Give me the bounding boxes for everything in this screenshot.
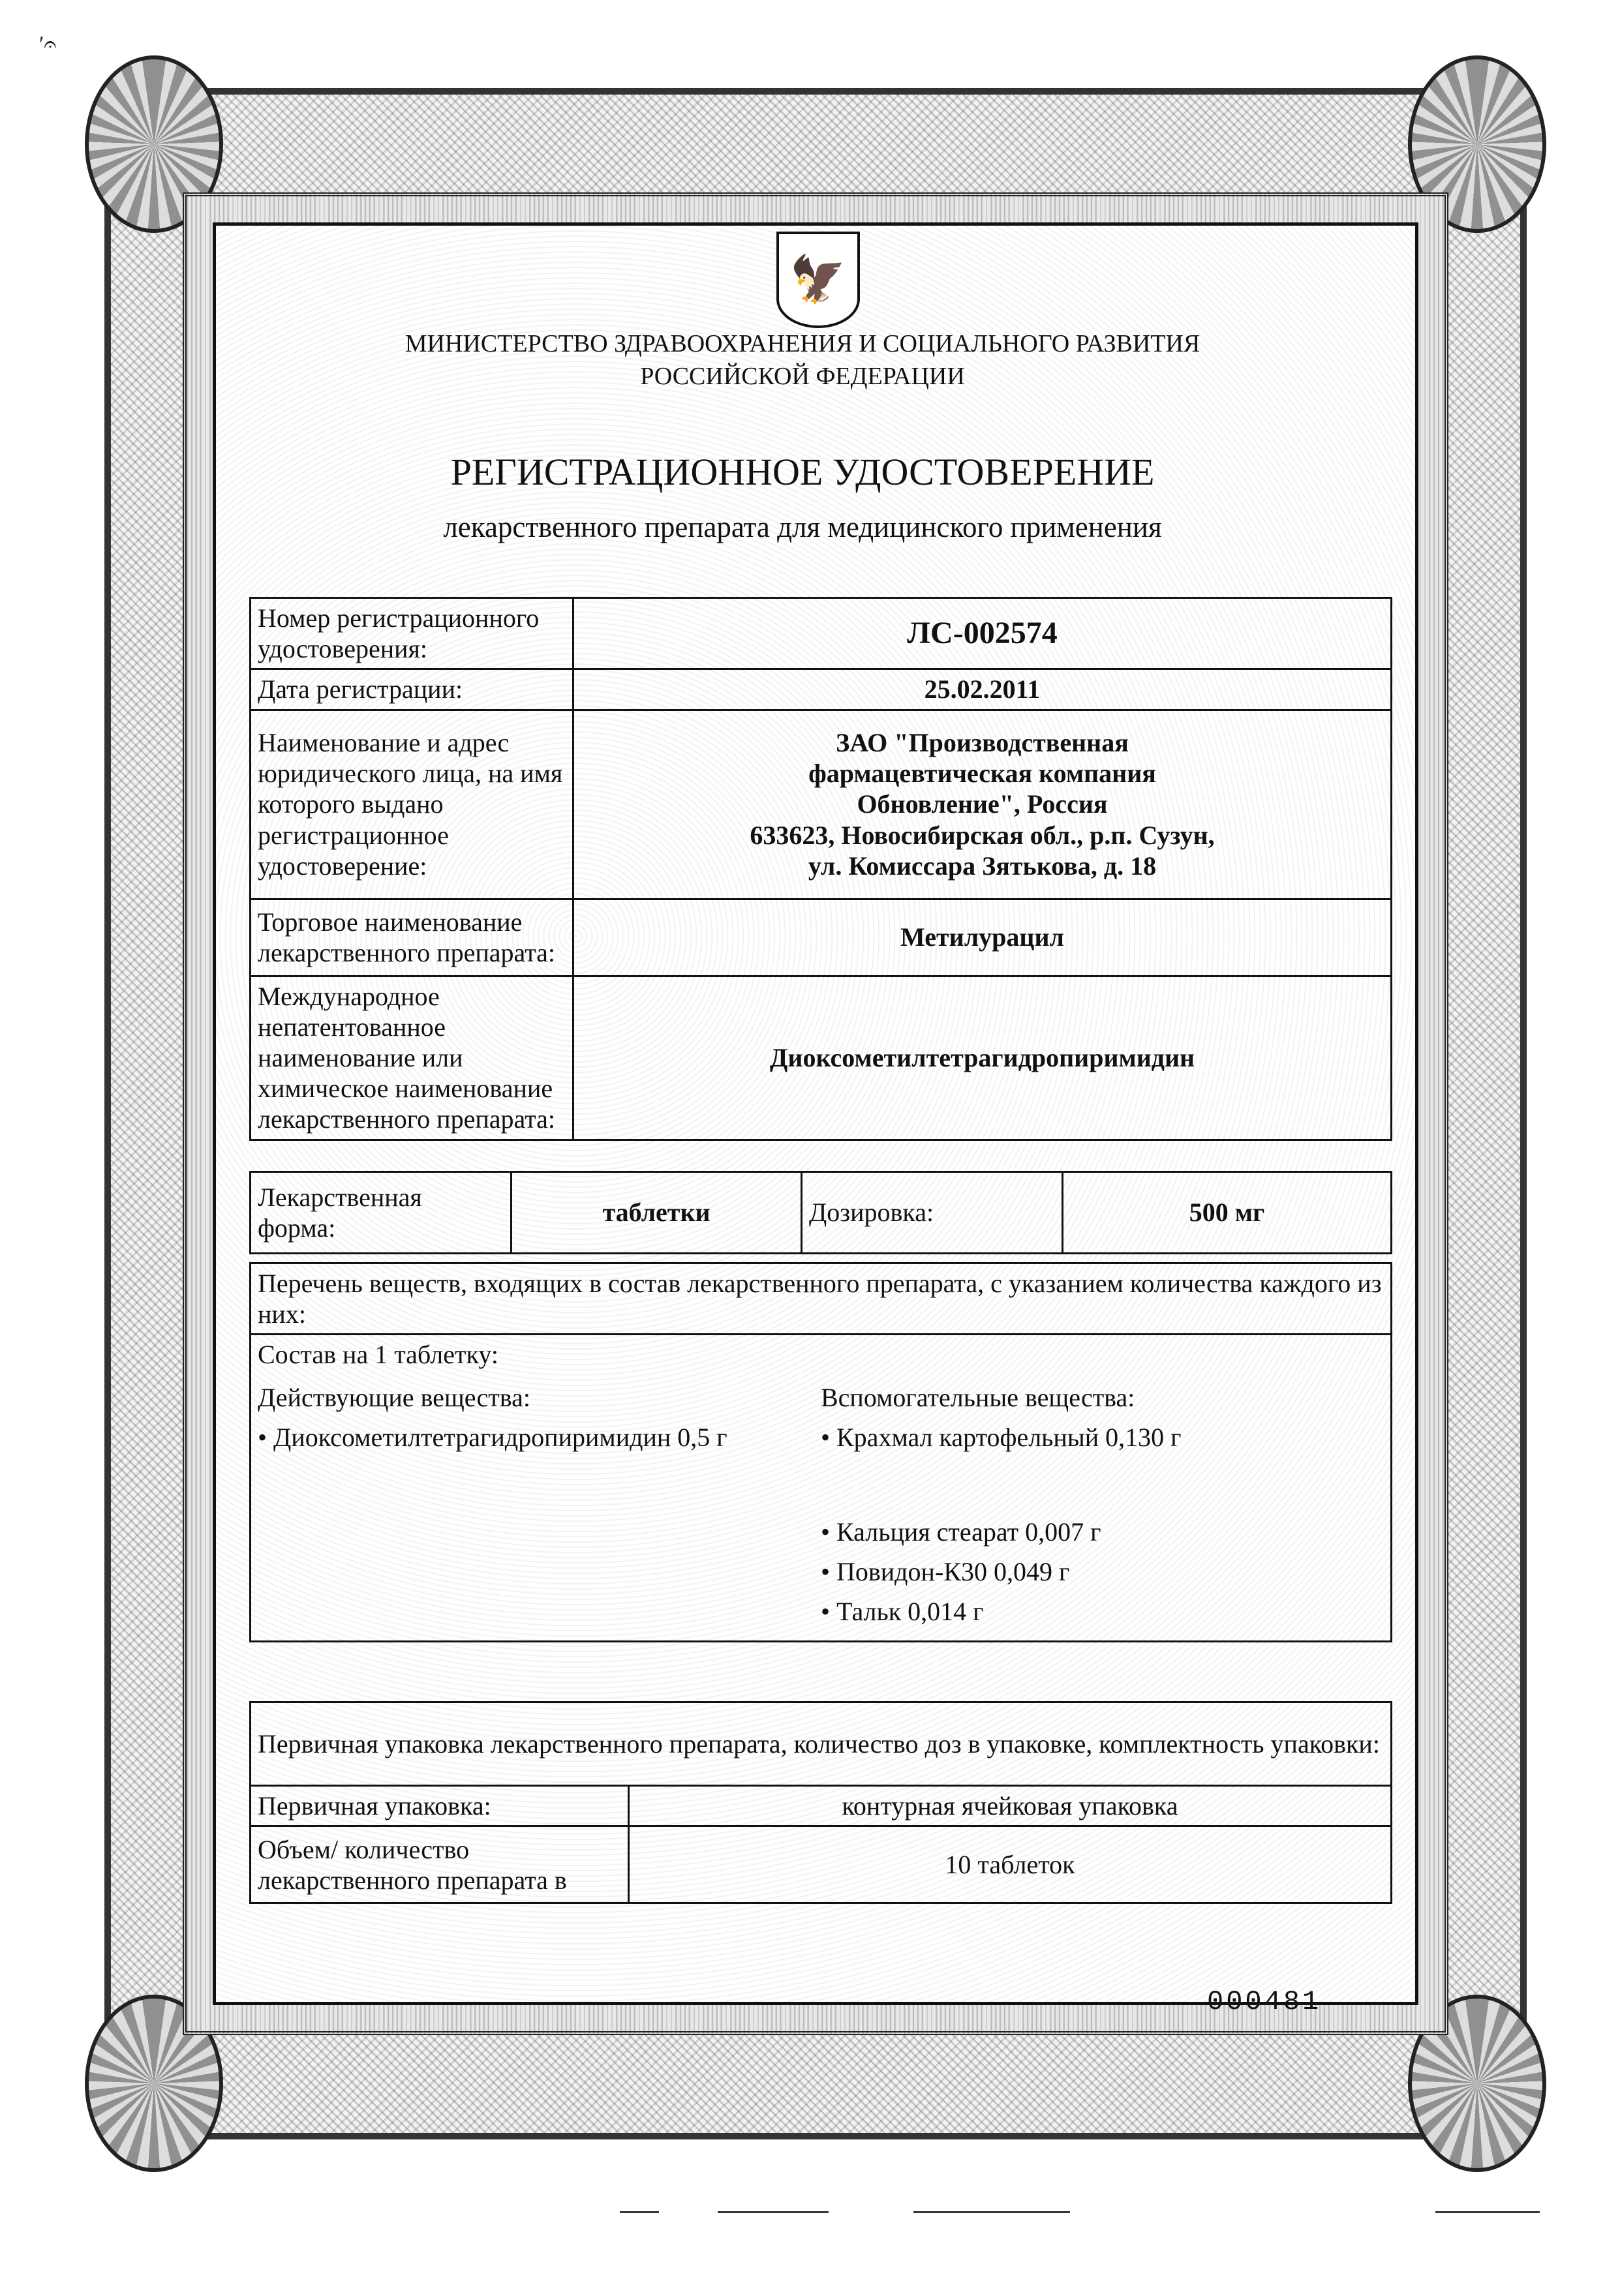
form-value: таблетки xyxy=(512,1172,802,1254)
reg-number-value: ЛС-002574 xyxy=(573,598,1392,669)
dosage-value: 500 мг xyxy=(1063,1172,1392,1254)
table-row xyxy=(251,976,1392,1140)
excipient-item: • Крахмал картофельный 0,130 г xyxy=(821,1422,1182,1452)
trade-name-value: Метилурацил xyxy=(573,899,1392,976)
table-row xyxy=(251,1786,1392,1826)
holder-label: Наименование и адрес юридического лица, на имя которого выдано регистрационное удостоверение: xyxy=(251,710,573,899)
packaging-table xyxy=(249,1701,1392,1904)
scan-artifact xyxy=(620,2211,659,2213)
active-substances-column xyxy=(258,1382,821,1637)
table-row xyxy=(251,598,1392,669)
trade-name-label: Торговое наименование лекарственного препарата: xyxy=(251,899,573,976)
inn-label: Международное непатентованное наименование или химическое наименование лекарственного препарата: xyxy=(251,976,573,1140)
volume-label: Объем/ количество лекарственного препарата в xyxy=(251,1826,629,1903)
holder-line: ЗАО "Производственная xyxy=(836,728,1129,758)
inn-value: Диоксометилтетрагидропиримидин xyxy=(573,976,1392,1140)
scan-artifact xyxy=(718,2211,829,2213)
excipient-item: • Тальк 0,014 г xyxy=(821,1597,984,1627)
holder-line: Обновление", Россия xyxy=(857,789,1108,819)
table-row xyxy=(251,710,1392,899)
table-row xyxy=(251,1702,1392,1786)
excipients-column xyxy=(821,1382,1384,1637)
dosage-label: Дозировка: xyxy=(802,1172,1063,1254)
excipient-label: Вспомогательные вещества: xyxy=(821,1382,1135,1412)
holder-line: ул. Комиссара Зятькова, д. 18 xyxy=(808,851,1157,881)
volume-value: 10 таблеток xyxy=(629,1826,1392,1903)
composition-table xyxy=(249,1262,1392,1642)
ministry-name-line1: МИНИСТЕРСТВО ЗДРАВООХРАНЕНИЯ И СОЦИАЛЬНОГО РАЗВИТИЯ xyxy=(405,330,1200,357)
registration-details-table xyxy=(249,597,1392,1141)
table-row xyxy=(251,1172,1392,1254)
scan-artifact xyxy=(913,2211,1070,2213)
active-label: Действующие вещества: xyxy=(258,1382,530,1412)
spacer xyxy=(821,1462,1384,1507)
table-row xyxy=(251,899,1392,976)
document-title: РЕГИСТРАЦИОННОЕ УДОСТОВЕРЕНИЕ xyxy=(450,451,1155,493)
active-item: • Диоксометилтетрагидропиримидин 0,5 г xyxy=(258,1422,727,1452)
ministry-name-line2: РОССИЙСКОЙ ФЕДЕРАЦИИ xyxy=(640,363,965,390)
packaging-header: Первичная упаковка лекарственного препарата, количество доз в упаковке, комплектность упаковки: xyxy=(251,1702,1392,1786)
form-dosage-table xyxy=(249,1171,1392,1254)
excipient-item: • Кальция стеарат 0,007 г xyxy=(821,1517,1101,1547)
composition-details xyxy=(251,1335,1392,1641)
table-row xyxy=(251,1263,1392,1335)
reg-date-label: Дата регистрации: xyxy=(251,669,573,710)
russian-coat-of-arms-icon: 🦅 xyxy=(776,232,860,328)
reg-date-value: 25.02.2011 xyxy=(573,669,1392,710)
form-label: Лекарственная форма: xyxy=(251,1172,512,1254)
serial-number: 000481 xyxy=(1207,1986,1322,2017)
scan-mark: ʹ𝄐 xyxy=(39,33,57,57)
holder-value xyxy=(573,710,1392,899)
document-subtitle: лекарственного препарата для медицинского применения xyxy=(443,511,1162,543)
excipient-item: • Повидон-К30 0,049 г xyxy=(821,1557,1070,1587)
reg-number-label: Номер регистрационного удостоверения: xyxy=(251,598,573,669)
composition-header: Перечень веществ, входящих в состав лекарственного препарата, с указанием количества каждого из них: xyxy=(251,1263,1392,1335)
primary-packaging-label: Первичная упаковка: xyxy=(251,1786,629,1826)
primary-packaging-value: контурная ячейковая упаковка xyxy=(629,1786,1392,1826)
scan-artifact xyxy=(1435,2211,1540,2213)
holder-line: фармацевтическая компания xyxy=(808,759,1156,789)
per-unit-label: Состав на 1 таблетку: xyxy=(258,1340,498,1370)
table-row xyxy=(251,1335,1392,1641)
table-row xyxy=(251,669,1392,710)
table-row xyxy=(251,1826,1392,1903)
holder-line: 633623, Новосибирская обл., р.п. Сузун, xyxy=(750,820,1215,850)
